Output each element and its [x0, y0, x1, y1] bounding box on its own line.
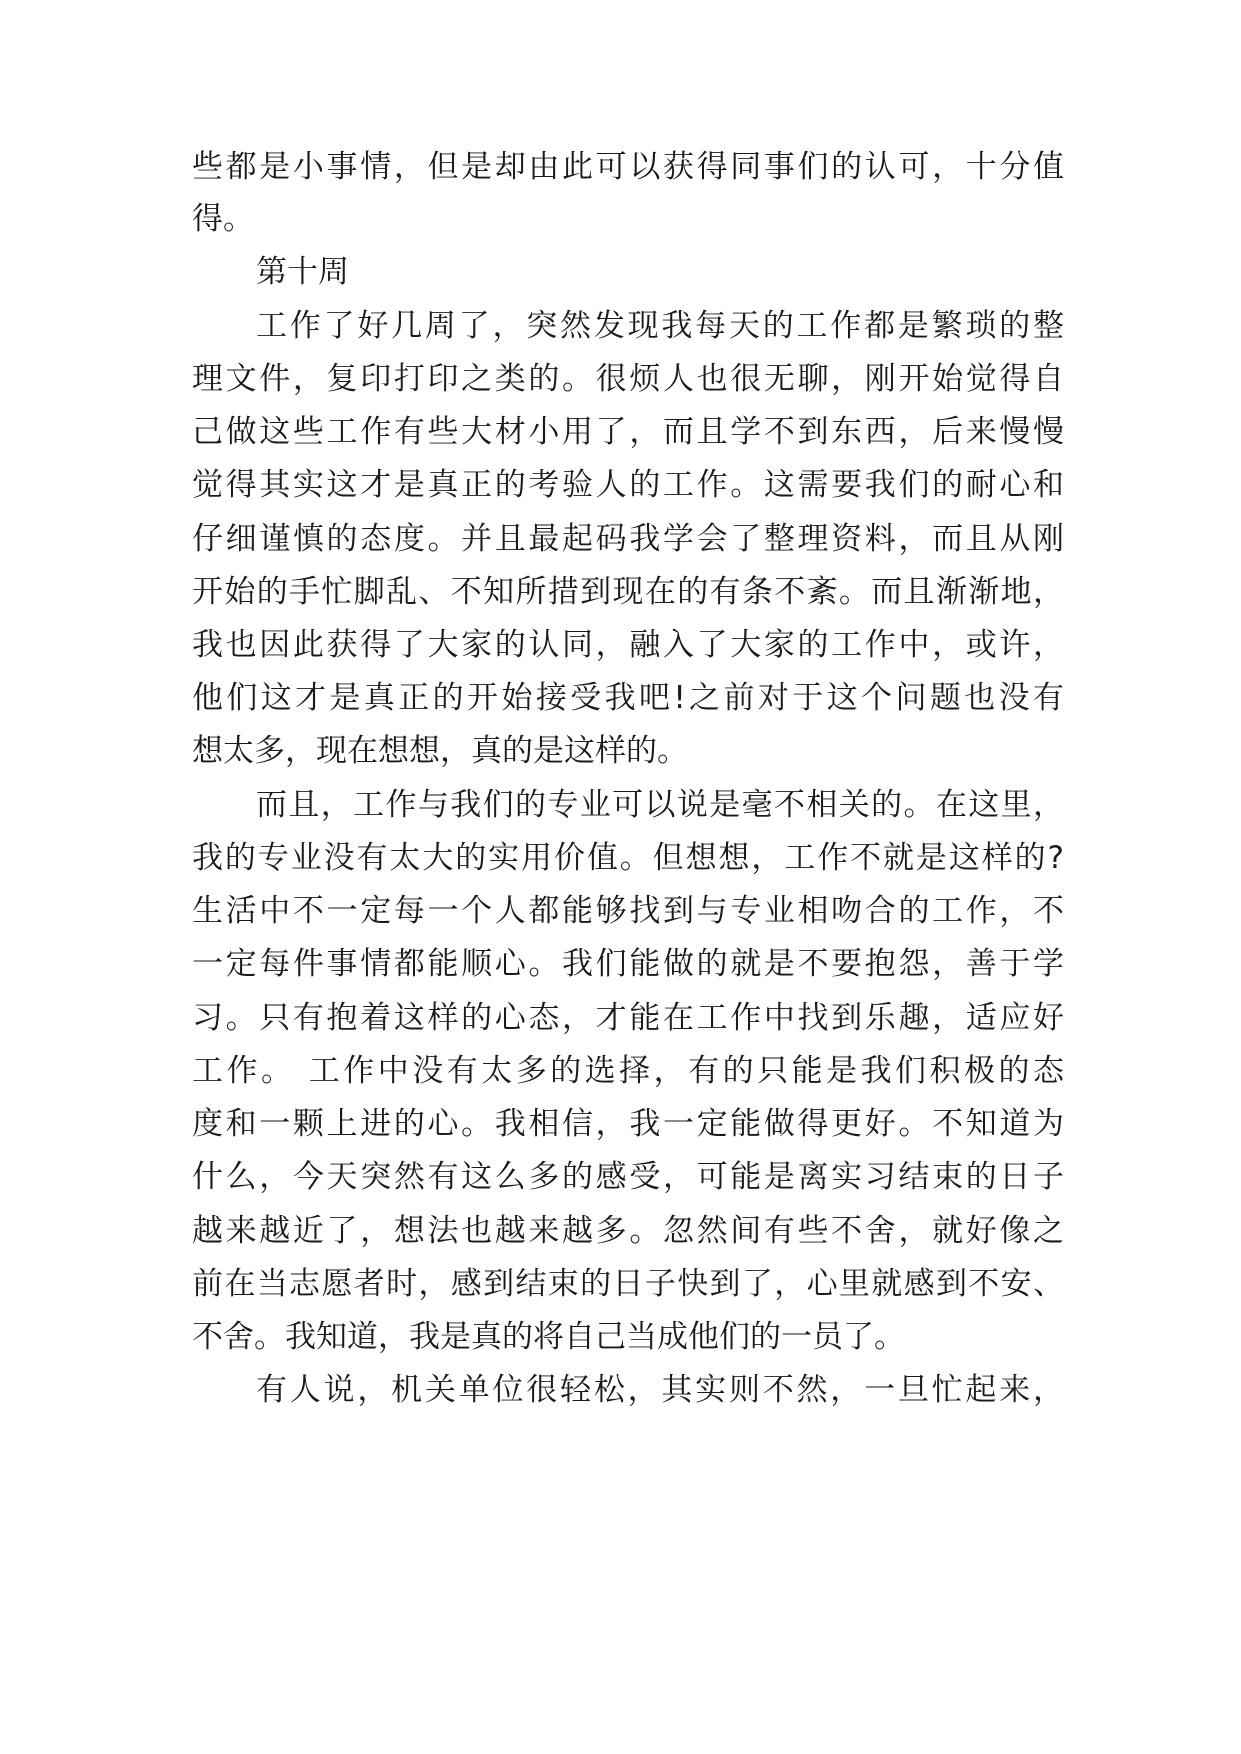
text-line: 有人说，机关单位很轻松，其实则不然，一旦忙起来， [256, 1372, 1064, 1408]
text-line: 开始的手忙脚乱、不知所措到现在的有条不紊。而且渐渐地， [192, 574, 1064, 610]
week-heading: 第十周 [256, 254, 349, 290]
text-line: 一定每件事情都能顺心。我们能做的就是不要抱怨，善于学 [192, 946, 1064, 982]
text-line: 我也因此获得了大家的认同，融入了大家的工作中，或许， [192, 627, 1064, 663]
text-line: 什么，今天突然有这么多的感受，可能是离实习结束的日子 [192, 1159, 1064, 1195]
text-line: 我的专业没有太大的实用价值。但想想，工作不就是这样的? [192, 840, 1064, 876]
text-line: 觉得其实这才是真正的考验人的工作。这需要我们的耐心和 [192, 467, 1064, 503]
text-line: 前在当志愿者时，感到结束的日子快到了，心里就感到不安、 [192, 1266, 1064, 1302]
text-line: 生活中不一定每一个人都能够找到与专业相吻合的工作，不 [192, 893, 1064, 929]
text-line: 想太多，现在想想，真的是这样的。 [192, 733, 688, 769]
text-line: 习。只有抱着这样的心态，才能在工作中找到乐趣，适应好 [192, 1000, 1064, 1036]
text-line: 工作了好几周了，突然发现我每天的工作都是繁琐的整 [256, 308, 1064, 344]
text-line: 己做这些工作有些大材小用了，而且学不到东西，后来慢慢 [192, 414, 1064, 450]
text-line: 些都是小事情，但是却由此可以获得同事们的认可，十分值 [192, 149, 1064, 185]
text-line: 工作。 工作中没有太多的选择，有的只能是我们积极的态 [192, 1053, 1064, 1089]
text-line: 不舍。我知道，我是真的将自己当成他们的一员了。 [192, 1319, 905, 1355]
text-line: 他们这才是真正的开始接受我吧!之前对于这个问题也没有 [192, 680, 1064, 716]
text-line: 越来越近了，想法也越来越多。忽然间有些不舍，就好像之 [192, 1213, 1064, 1249]
text-line: 而且，工作与我们的专业可以说是毫不相关的。在这里， [256, 787, 1064, 823]
text-line: 理文件，复印打印之类的。很烦人也很无聊，刚开始觉得自 [192, 361, 1064, 397]
text-line: 得。 [192, 201, 254, 237]
text-line: 度和一颗上进的心。我相信，我一定能做得更好。不知道为 [192, 1106, 1064, 1142]
text-line: 仔细谨慎的态度。并且最起码我学会了整理资料，而且从刚 [192, 521, 1064, 557]
